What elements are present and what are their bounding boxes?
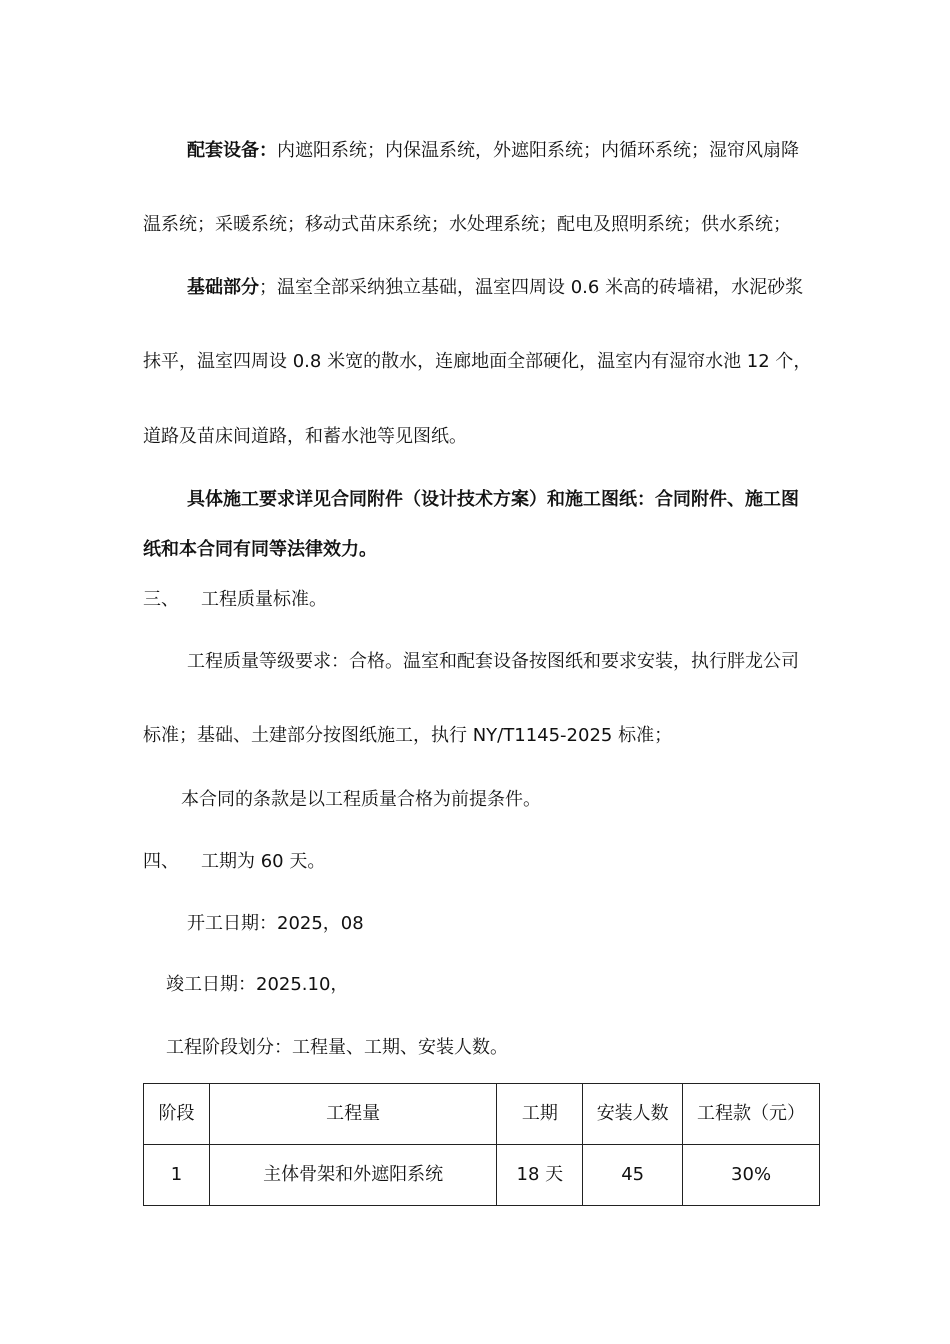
foundation-text-1: ；温室全部采纳独立基础，温室四周设 0.6 米高的砖墙裙，水泥砂浆 — [259, 277, 804, 298]
quality-line-1: 工程质量等级要求：合格。温室和配套设备按图纸和要求安装，执行胖龙公司 — [187, 651, 799, 672]
table-header-row — [144, 1084, 820, 1145]
stages-table — [143, 1083, 820, 1206]
quality-line-2: 标准；基础、土建部分按图纸施工，执行 NY/T1145-2025 标准； — [143, 725, 673, 746]
header-duration: 工期 — [497, 1084, 583, 1145]
section-4-title: 工期为 60 天。 — [201, 851, 326, 872]
equipment-label: 配套设备： — [187, 140, 277, 161]
section-3-title: 工程质量标准。 — [201, 589, 327, 610]
table-row — [144, 1145, 820, 1206]
header-payment: 工程款（元） — [683, 1084, 820, 1145]
cell-duration: 18 天 — [497, 1145, 583, 1206]
start-date: 开工日期：2025，08 — [187, 913, 364, 934]
foundation-line-3: 道路及苗床间道路，和蓄水池等见图纸。 — [143, 426, 467, 447]
header-workload: 工程量 — [209, 1084, 496, 1145]
requirements-line-2: 纸和本合同有同等法律效力。 — [143, 539, 377, 560]
stages-intro: 工程阶段划分：工程量、工期、安装人数。 — [166, 1037, 508, 1058]
foundation-label: 基础部分 — [187, 277, 259, 298]
cell-workers: 45 — [583, 1145, 683, 1206]
foundation-line-1 — [187, 276, 803, 300]
foundation-line-2: 抹平，温室四周设 0.8 米宽的散水，连廊地面全部硬化，温室内有湿帘水池 12 个， — [143, 351, 812, 372]
section-4-number: 四、 — [143, 851, 179, 872]
section-3-number: 三、 — [143, 589, 179, 610]
header-stage: 阶段 — [144, 1084, 210, 1145]
cell-stage: 1 — [144, 1145, 210, 1206]
requirements-line-1: 具体施工要求详见合同附件（设计技术方案）和施工图纸：合同附件、施工图 — [187, 489, 799, 510]
header-workers: 安装人数 — [583, 1084, 683, 1145]
equipment-text-1: 内遮阳系统；内保温系统，外遮阳系统；内循环系统；湿帘风扇降 — [277, 140, 799, 161]
cell-workload: 主体骨架和外遮阳系统 — [209, 1145, 496, 1206]
quality-premise: 本合同的条款是以工程质量合格为前提条件。 — [181, 789, 541, 810]
end-date: 竣工日期：2025.10， — [166, 974, 349, 995]
equipment-line-1 — [187, 139, 799, 163]
equipment-line-2: 温系统；采暖系统；移动式苗床系统；水处理系统；配电及照明系统；供水系统； — [143, 214, 791, 235]
cell-payment: 30% — [683, 1145, 820, 1206]
